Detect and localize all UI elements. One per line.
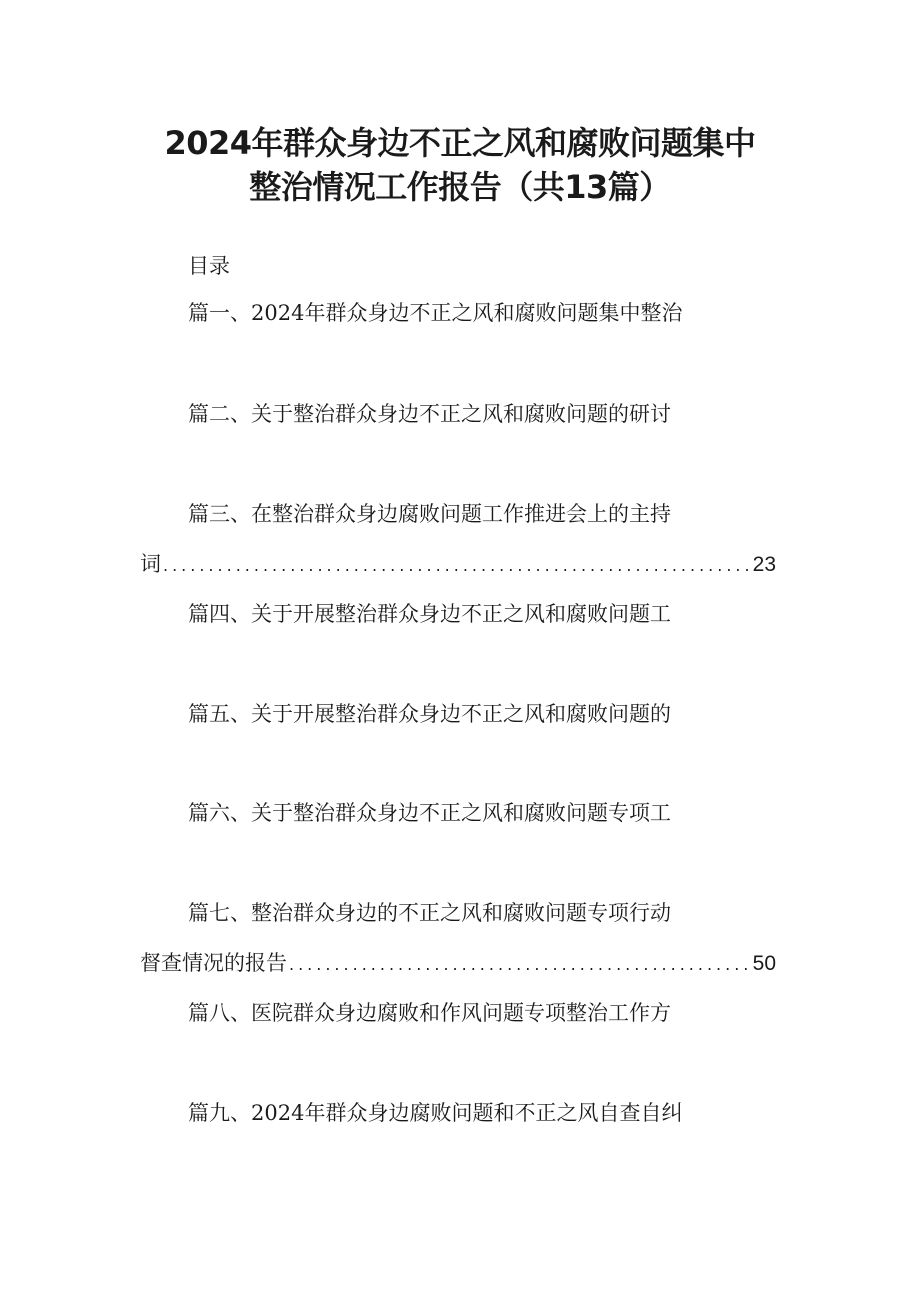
toc-entry-7-page-number: 50 bbox=[752, 952, 776, 975]
toc-entry-5[interactable]: 篇五、关于开展整治群众身边不正之风和腐败问题的 bbox=[188, 702, 671, 726]
toc-heading: 目录 bbox=[188, 254, 230, 278]
toc-entry-1[interactable]: 篇一、2024年群众身边不正之风和腐败问题集中整治 bbox=[188, 301, 683, 325]
toc-entry-2[interactable]: 篇二、关于整治群众身边不正之风和腐败问题的研讨 bbox=[188, 402, 671, 426]
document-title-line-2: 整治情况工作报告（共13篇） bbox=[249, 168, 671, 206]
document-title-line-1: 2024年群众身边不正之风和腐败问题集中 bbox=[164, 124, 756, 162]
toc-entry-3-cont-text: 词 bbox=[140, 552, 161, 576]
toc-entry-7-continuation[interactable] bbox=[140, 949, 776, 979]
toc-entry-4[interactable]: 篇四、关于开展整治群众身边不正之风和腐败问题工 bbox=[188, 602, 671, 626]
toc-leader-dots bbox=[287, 951, 751, 979]
toc-entry-3-page-number: 23 bbox=[752, 553, 776, 576]
toc-entry-7-cont-text: 督查情况的报告 bbox=[140, 951, 287, 975]
toc-entry-6[interactable]: 篇六、关于整治群众身边不正之风和腐败问题专项工 bbox=[188, 801, 671, 825]
toc-leader-dots bbox=[161, 552, 751, 580]
toc-entry-9[interactable]: 篇九、2024年群众身边腐败问题和不正之风自查自纠 bbox=[188, 1101, 683, 1125]
toc-entry-3[interactable]: 篇三、在整治群众身边腐败问题工作推进会上的主持 bbox=[188, 502, 671, 526]
toc-entry-7[interactable]: 篇七、整治群众身边的不正之风和腐败问题专项行动 bbox=[188, 901, 671, 925]
toc-entry-3-continuation[interactable] bbox=[140, 550, 776, 580]
toc-entry-8[interactable]: 篇八、医院群众身边腐败和作风问题专项整治工作方 bbox=[188, 1001, 671, 1025]
